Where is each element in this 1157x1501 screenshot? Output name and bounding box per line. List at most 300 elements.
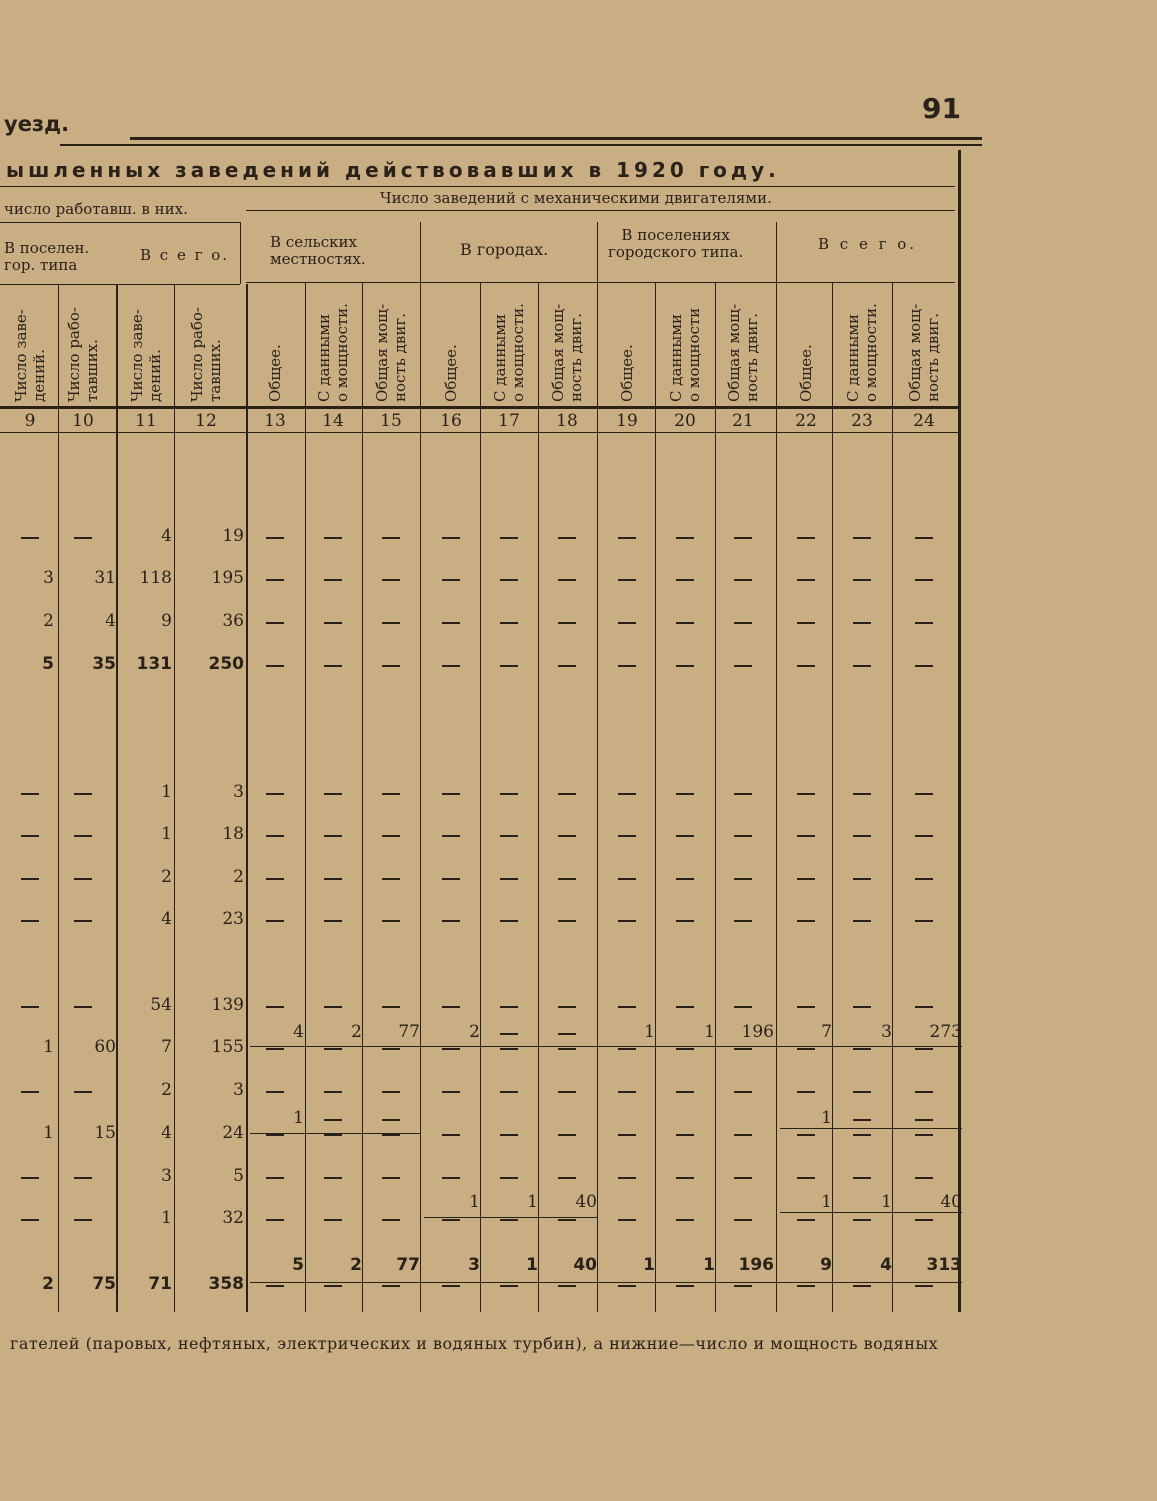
empty-dash <box>500 537 518 539</box>
table-cell: 2 <box>350 1255 362 1275</box>
column-header-line: дений. <box>30 349 48 402</box>
empty-dash <box>500 1134 518 1136</box>
group-workers-header: число работавш. в них. <box>4 200 188 218</box>
table-cell: 118 <box>139 568 172 588</box>
group-rule <box>597 222 598 284</box>
column-header <box>128 309 164 402</box>
table-cell: 1 <box>527 1192 538 1212</box>
table-cell: 1 <box>469 1192 480 1212</box>
empty-dash <box>676 793 694 795</box>
table-cell: 9 <box>161 611 172 631</box>
table-cell: 3 <box>161 1166 172 1186</box>
empty-dash <box>853 1177 871 1179</box>
empty-dash <box>442 835 460 837</box>
empty-dash <box>853 1285 871 1287</box>
empty-dash <box>324 1219 342 1221</box>
table-cell: 155 <box>211 1037 244 1057</box>
column-header-line: С данными <box>315 313 333 402</box>
table-cell: 4 <box>161 526 172 546</box>
empty-dash <box>442 1219 460 1221</box>
empty-dash <box>266 1006 284 1008</box>
table-cell: 1 <box>43 1037 54 1057</box>
empty-dash <box>676 1285 694 1287</box>
empty-dash <box>853 579 871 581</box>
table-cell: 2 <box>469 1022 480 1042</box>
table-cell: 5 <box>292 1255 304 1275</box>
empty-dash <box>500 1006 518 1008</box>
empty-dash <box>915 537 933 539</box>
empty-dash <box>618 622 636 624</box>
empty-dash <box>734 793 752 795</box>
empty-dash <box>676 1091 694 1093</box>
empty-dash <box>915 579 933 581</box>
group-rule-right <box>246 210 955 211</box>
column-header-line: Общая мощ- <box>725 303 743 402</box>
empty-dash <box>74 1177 92 1179</box>
table-cell: 31 <box>94 568 116 588</box>
empty-dash <box>324 1006 342 1008</box>
column-rule <box>776 282 777 1312</box>
group-rule <box>776 222 777 284</box>
empty-dash <box>382 1134 400 1136</box>
table-cell: 3 <box>233 782 244 802</box>
column-header-line: Общая мощ- <box>373 303 391 402</box>
empty-dash <box>500 1048 518 1050</box>
empty-dash <box>442 1048 460 1050</box>
column-header-line: ность двиг. <box>391 313 409 402</box>
empty-dash <box>382 835 400 837</box>
table-cell: 7 <box>161 1037 172 1057</box>
empty-dash <box>500 793 518 795</box>
table-cell: 196 <box>741 1022 774 1042</box>
group-rule-left <box>0 222 240 223</box>
empty-dash <box>734 835 752 837</box>
empty-dash <box>266 665 284 667</box>
table-cell: 54 <box>150 995 172 1015</box>
sub-settle-header: В поселен. гор. типа <box>4 239 90 274</box>
column-header-line: С данными <box>844 313 862 402</box>
empty-dash <box>797 920 815 922</box>
column-header <box>188 307 224 402</box>
empty-dash <box>853 1048 871 1050</box>
empty-dash <box>21 835 39 837</box>
column-number: 17 <box>498 411 520 431</box>
empty-dash <box>915 622 933 624</box>
empty-dash <box>74 1091 92 1093</box>
empty-dash <box>734 878 752 880</box>
column-header-line: ность двиг. <box>743 313 761 402</box>
table-cell: 2 <box>161 1080 172 1100</box>
column-rule <box>305 282 306 1312</box>
column-header-line: тавших. <box>206 339 224 402</box>
empty-dash <box>558 665 576 667</box>
empty-dash <box>734 1091 752 1093</box>
empty-dash <box>266 1285 284 1287</box>
empty-dash <box>21 1006 39 1008</box>
column-rule <box>480 282 481 1312</box>
table-cell: 1 <box>161 1208 172 1228</box>
group-rule <box>240 222 241 284</box>
empty-dash <box>266 920 284 922</box>
empty-dash <box>21 1091 39 1093</box>
empty-dash <box>734 1177 752 1179</box>
empty-dash <box>324 665 342 667</box>
sub-total-right-header: В с е г о. <box>818 235 918 253</box>
column-header-line: Общее. <box>266 344 284 402</box>
empty-dash <box>558 1048 576 1050</box>
empty-dash <box>382 793 400 795</box>
table-cell: 15 <box>94 1123 116 1143</box>
top-rule-2 <box>60 144 982 146</box>
empty-dash <box>676 835 694 837</box>
row-rule <box>250 1133 420 1134</box>
column-header <box>373 304 409 402</box>
table-cell: 1 <box>644 1022 655 1042</box>
row-rule <box>250 1046 962 1047</box>
empty-dash <box>558 1134 576 1136</box>
empty-dash <box>853 1119 871 1121</box>
empty-dash <box>853 1091 871 1093</box>
table-cell: 2 <box>351 1022 362 1042</box>
empty-dash <box>324 920 342 922</box>
column-header <box>65 307 101 402</box>
column-number: 21 <box>732 411 754 431</box>
table-cell: 4 <box>293 1022 304 1042</box>
empty-dash <box>676 665 694 667</box>
empty-dash <box>915 1134 933 1136</box>
empty-dash <box>853 835 871 837</box>
empty-dash <box>676 537 694 539</box>
table-title: ышленных заведений действовавших в 1920 году. <box>6 158 780 182</box>
table-cell: 40 <box>575 1192 597 1212</box>
empty-dash <box>324 1134 342 1136</box>
empty-dash <box>500 622 518 624</box>
empty-dash <box>382 1048 400 1050</box>
empty-dash <box>797 579 815 581</box>
empty-dash <box>915 665 933 667</box>
sub-settle-type-header: В поселениях городского типа. <box>608 226 744 261</box>
table-cell: 4 <box>880 1255 892 1275</box>
empty-dash <box>442 878 460 880</box>
empty-dash <box>797 1219 815 1221</box>
column-number: 15 <box>380 411 402 431</box>
empty-dash <box>676 1048 694 1050</box>
empty-dash <box>500 1177 518 1179</box>
empty-dash <box>853 665 871 667</box>
column-number: 18 <box>556 411 578 431</box>
table-cell: 2 <box>161 867 172 887</box>
table-cell: 1 <box>293 1108 304 1128</box>
table-cell: 196 <box>738 1255 774 1275</box>
empty-dash <box>915 1285 933 1287</box>
column-header-line: ность двиг. <box>924 313 942 402</box>
top-rule <box>130 137 982 140</box>
table-cell: 2 <box>233 867 244 887</box>
page-number: 91 <box>922 92 961 125</box>
column-rule <box>892 282 893 1312</box>
empty-dash <box>734 579 752 581</box>
empty-dash <box>324 1119 342 1121</box>
column-header-line: о мощности. <box>862 303 880 402</box>
column-header-line: о мощности <box>685 307 703 402</box>
empty-dash <box>382 920 400 922</box>
empty-dash <box>442 1134 460 1136</box>
empty-dash <box>676 622 694 624</box>
table-cell: 32 <box>222 1208 244 1228</box>
column-header <box>906 304 942 402</box>
empty-dash <box>442 665 460 667</box>
table-cell: 1 <box>881 1192 892 1212</box>
empty-dash <box>382 1006 400 1008</box>
empty-dash <box>21 878 39 880</box>
table-cell: 4 <box>105 611 116 631</box>
empty-dash <box>558 1006 576 1008</box>
table-cell: 1 <box>161 824 172 844</box>
table-cell: 36 <box>222 611 244 631</box>
group-mech-header: Число заведений с механическими двигателями. <box>380 189 772 207</box>
column-header-line: о мощности. <box>333 303 351 402</box>
empty-dash <box>442 1006 460 1008</box>
empty-dash <box>915 1119 933 1121</box>
table-cell: 77 <box>396 1255 420 1275</box>
column-number: 13 <box>264 411 286 431</box>
empty-dash <box>382 1091 400 1093</box>
table-cell: 24 <box>222 1123 244 1143</box>
column-number: 14 <box>322 411 344 431</box>
empty-dash <box>797 1177 815 1179</box>
empty-dash <box>797 793 815 795</box>
empty-dash <box>382 665 400 667</box>
table-cell: 1 <box>526 1255 538 1275</box>
table-cell: 273 <box>929 1022 962 1042</box>
empty-dash <box>74 1006 92 1008</box>
table-cell: 71 <box>148 1274 172 1294</box>
column-header-line: о мощности. <box>509 303 527 402</box>
empty-dash <box>797 1048 815 1050</box>
sub-total-left-header: В с е г о. <box>140 246 230 264</box>
column-rule <box>715 282 716 1312</box>
empty-dash <box>324 835 342 837</box>
empty-dash <box>915 1091 933 1093</box>
column-number: 19 <box>616 411 638 431</box>
table-cell: 9 <box>820 1255 832 1275</box>
empty-dash <box>442 920 460 922</box>
empty-dash <box>618 920 636 922</box>
empty-dash <box>558 579 576 581</box>
empty-dash <box>382 1285 400 1287</box>
empty-dash <box>266 878 284 880</box>
empty-dash <box>734 1048 752 1050</box>
empty-dash <box>266 1219 284 1221</box>
table-cell: 195 <box>211 568 244 588</box>
empty-dash <box>676 579 694 581</box>
empty-dash <box>74 835 92 837</box>
column-header <box>491 303 527 402</box>
empty-dash <box>558 835 576 837</box>
table-cell: 1 <box>821 1192 832 1212</box>
running-head: уезд. <box>4 112 70 136</box>
column-rule <box>420 282 421 1312</box>
empty-dash <box>618 1091 636 1093</box>
empty-dash <box>797 622 815 624</box>
empty-dash <box>382 537 400 539</box>
sub-towns-header: В городах. <box>460 240 549 259</box>
empty-dash <box>558 1219 576 1221</box>
empty-dash <box>915 1048 933 1050</box>
column-header <box>844 303 880 402</box>
empty-dash <box>558 1091 576 1093</box>
empty-dash <box>676 1134 694 1136</box>
column-header <box>725 304 761 402</box>
empty-dash <box>797 878 815 880</box>
empty-dash <box>266 793 284 795</box>
empty-dash <box>382 1119 400 1121</box>
empty-dash <box>734 622 752 624</box>
column-rule <box>58 284 59 1312</box>
column-number: 10 <box>72 411 94 431</box>
empty-dash <box>500 579 518 581</box>
empty-dash <box>500 1219 518 1221</box>
empty-dash <box>734 537 752 539</box>
column-header <box>549 304 585 402</box>
empty-dash <box>382 622 400 624</box>
column-header-line: дений. <box>146 349 164 402</box>
empty-dash <box>797 1006 815 1008</box>
empty-dash <box>797 1285 815 1287</box>
empty-dash <box>797 665 815 667</box>
empty-dash <box>618 537 636 539</box>
empty-dash <box>853 793 871 795</box>
empty-dash <box>915 835 933 837</box>
column-header-line: Число рабо- <box>188 307 206 402</box>
column-header <box>315 303 351 402</box>
empty-dash <box>734 920 752 922</box>
empty-dash <box>618 878 636 880</box>
column-number: 24 <box>913 411 935 431</box>
column-header-line: Общая мощ- <box>549 303 567 402</box>
column-header <box>667 308 703 402</box>
empty-dash <box>21 1219 39 1221</box>
empty-dash <box>915 920 933 922</box>
empty-dash <box>324 537 342 539</box>
empty-dash <box>74 537 92 539</box>
empty-dash <box>915 1219 933 1221</box>
column-number: 23 <box>851 411 873 431</box>
table-cell: 77 <box>398 1022 420 1042</box>
column-rule <box>655 282 656 1312</box>
empty-dash <box>21 920 39 922</box>
empty-dash <box>915 1006 933 1008</box>
empty-dash <box>853 1134 871 1136</box>
table-cell: 1 <box>704 1022 715 1042</box>
table-cell: 1 <box>703 1255 715 1275</box>
group-rule <box>420 222 421 284</box>
table-cell: 4 <box>161 909 172 929</box>
empty-dash <box>500 1091 518 1093</box>
column-rule <box>597 282 598 1312</box>
column-number: 12 <box>195 411 217 431</box>
empty-dash <box>676 1177 694 1179</box>
empty-dash <box>676 878 694 880</box>
empty-dash <box>266 622 284 624</box>
empty-dash <box>500 920 518 922</box>
empty-dash <box>618 1177 636 1179</box>
table-cell: 1 <box>821 1108 832 1128</box>
column-header-line: С данными <box>667 313 685 402</box>
empty-dash <box>442 1177 460 1179</box>
empty-dash <box>618 1134 636 1136</box>
empty-dash <box>797 835 815 837</box>
empty-dash <box>853 1006 871 1008</box>
footnote: гателей (паровых, нефтяных, электрических и водяных турбин), а нижние—число и мощность водяных <box>10 1334 939 1353</box>
empty-dash <box>74 793 92 795</box>
empty-dash <box>442 1091 460 1093</box>
column-header-line: Общее. <box>618 344 636 402</box>
empty-dash <box>797 1091 815 1093</box>
empty-dash <box>618 579 636 581</box>
empty-dash <box>558 622 576 624</box>
table-cell: 60 <box>94 1037 116 1057</box>
empty-dash <box>382 878 400 880</box>
table-cell: 250 <box>208 654 244 674</box>
empty-dash <box>266 1091 284 1093</box>
column-header-line: Число рабо- <box>65 307 83 402</box>
column-rule <box>116 284 118 1312</box>
empty-dash <box>442 579 460 581</box>
table-cell: 1 <box>643 1255 655 1275</box>
column-header <box>797 344 815 402</box>
empty-dash <box>266 537 284 539</box>
empty-dash <box>734 665 752 667</box>
empty-dash <box>500 1033 518 1035</box>
empty-dash <box>915 878 933 880</box>
title-rule <box>0 186 955 187</box>
empty-dash <box>853 537 871 539</box>
empty-dash <box>558 537 576 539</box>
column-header <box>442 344 460 402</box>
empty-dash <box>500 878 518 880</box>
table-cell: 2 <box>43 611 54 631</box>
table-cell: 5 <box>42 654 54 674</box>
empty-dash <box>853 920 871 922</box>
empty-dash <box>266 1134 284 1136</box>
right-border <box>958 150 961 1312</box>
empty-dash <box>324 793 342 795</box>
empty-dash <box>324 579 342 581</box>
empty-dash <box>382 1219 400 1221</box>
column-rule <box>538 282 539 1312</box>
column-header <box>618 344 636 402</box>
empty-dash <box>734 1285 752 1287</box>
row-rule <box>250 1282 962 1283</box>
column-rule <box>246 284 248 1312</box>
table-cell: 358 <box>208 1274 244 1294</box>
column-header-line: тавших. <box>83 339 101 402</box>
empty-dash <box>382 579 400 581</box>
table-cell: 4 <box>161 1123 172 1143</box>
column-number: 9 <box>24 411 36 431</box>
empty-dash <box>734 1006 752 1008</box>
sub-rule-right <box>246 282 955 283</box>
row-rule <box>780 1212 962 1213</box>
empty-dash <box>500 1285 518 1287</box>
column-header-line: С данными <box>491 313 509 402</box>
empty-dash <box>500 665 518 667</box>
table-cell: 23 <box>222 909 244 929</box>
table-cell: 40 <box>573 1255 597 1275</box>
empty-dash <box>442 1285 460 1287</box>
table-cell: 139 <box>211 995 244 1015</box>
